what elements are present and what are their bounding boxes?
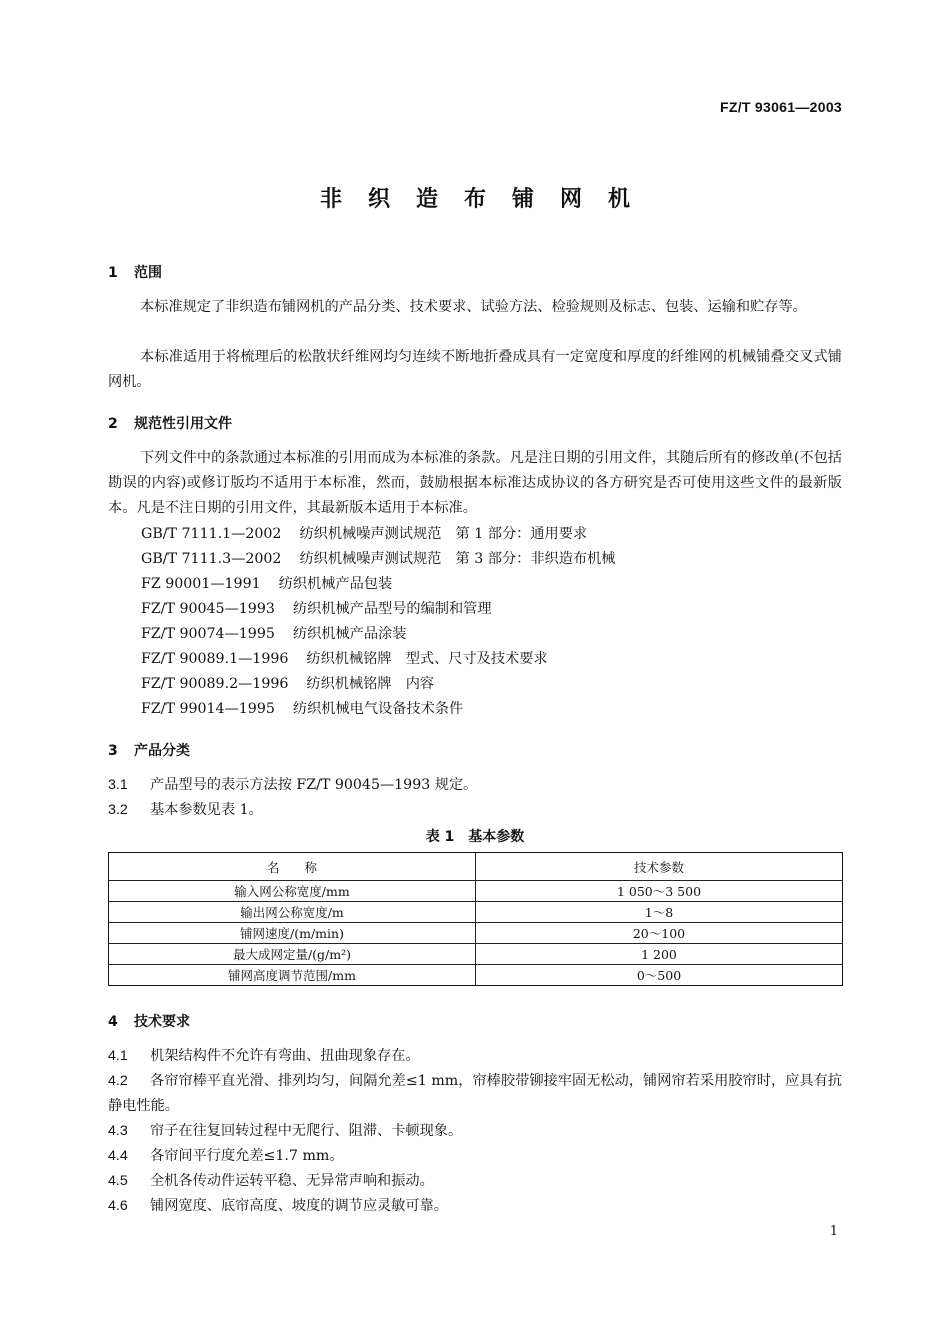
param-name: 铺网高度调节范围/mm	[109, 965, 476, 986]
section-1-paragraph-2: 本标准适用于将梳理后的松散状纤维网均匀连续不断地折叠成具有一定宽度和厚度的纤维网的机械铺叠交叉式铺网机。	[108, 349, 842, 390]
clause-4-2	[108, 1069, 842, 1119]
param-value: 1 050～3 500	[476, 881, 843, 902]
param-name: 铺网速度/(m/min)	[109, 923, 476, 944]
clause-4-3	[108, 1119, 462, 1144]
reference-item	[141, 522, 587, 547]
table-row	[109, 944, 843, 965]
reference-title: 纺织机械铭牌 内容	[306, 676, 435, 692]
basic-parameters-table	[108, 852, 843, 986]
clause-number: 4.1	[108, 1048, 128, 1064]
clause-text: 产品型号的表示方法按 FZ/T 90045—1993 规定。	[150, 777, 478, 793]
section-title: 范围	[134, 265, 162, 281]
reference-item	[141, 647, 548, 672]
column-header-name: 名 称	[109, 853, 476, 881]
clause-number: 3.2	[108, 802, 128, 818]
section-number: 1	[108, 265, 118, 281]
table-row	[109, 965, 843, 986]
reference-title: 纺织机械噪声测试规范 第 3 部分：非织造布机械	[299, 551, 616, 567]
section-2-heading	[108, 413, 232, 433]
table-row	[109, 923, 843, 944]
clause-number: 3.1	[108, 777, 128, 793]
param-value: 1 200	[476, 944, 843, 965]
clause-4-1	[108, 1044, 420, 1069]
param-value: 20～100	[476, 923, 843, 944]
reference-title: 纺织机械产品涂装	[292, 626, 407, 642]
table-header-row	[109, 853, 843, 881]
section-title: 产品分类	[134, 743, 190, 759]
reference-item	[141, 672, 434, 697]
param-name: 输出网公称宽度/m	[109, 902, 476, 923]
section-3-heading	[108, 740, 190, 760]
reference-title: 纺织机械铭牌 型式、尺寸及技术要求	[306, 651, 548, 667]
reference-item	[141, 597, 492, 622]
section-1-paragraph-1: 本标准规定了非织造布铺网机的产品分类、技术要求、试验方法、检验规则及标志、包装、运输和贮存等。	[140, 299, 807, 315]
param-value: 0～500	[476, 965, 843, 986]
section-1-heading	[108, 262, 162, 282]
reference-item	[141, 547, 615, 572]
table-row	[109, 881, 843, 902]
table-row	[109, 902, 843, 923]
reference-title: 纺织机械电气设备技术条件	[292, 701, 464, 717]
reference-code: GB/T 7111.3—2002	[141, 551, 282, 567]
table-caption: 表 1 基本参数	[425, 829, 525, 845]
clause-number: 4.2	[108, 1073, 128, 1089]
section-2-paragraph: 下列文件中的条款通过本标准的引用而成为本标准的条款。凡是注日期的引用文件，其随后所有的修改单(不包括勘误的内容)或修订版均不适用于本标准，然而，鼓励根据本标准达成协议的各方研究是否可使用这些文件的最新版本。凡是不注日期的引用文件，其最新版本适用于本标准。	[108, 450, 842, 516]
reference-code: FZ/T 90089.1—1996	[141, 651, 289, 667]
clause-text: 基本参数见表 1。	[150, 802, 263, 818]
param-name: 最大成网定量/(g/m²)	[109, 944, 476, 965]
clause-text: 帘子在往复回转过程中无爬行、阻滞、卡顿现象。	[150, 1123, 463, 1139]
clause-3-1	[108, 773, 477, 798]
section-title: 规范性引用文件	[134, 416, 232, 432]
clause-4-4	[108, 1144, 344, 1169]
reference-code: FZ/T 90045—1993	[141, 601, 275, 617]
standard-number: FZ/T 93061—2003	[719, 99, 842, 115]
reference-title: 纺织机械噪声测试规范 第 1 部分：通用要求	[299, 526, 588, 542]
section-number: 2	[108, 416, 118, 432]
clause-text: 全机各传动件运转平稳、无异常声响和振动。	[150, 1173, 434, 1189]
clause-text: 机架结构件不允许有弯曲、扭曲现象存在。	[150, 1048, 420, 1064]
param-value: 1～8	[476, 902, 843, 923]
page-number: 1	[829, 1224, 838, 1239]
reference-item	[141, 697, 463, 722]
section-title: 技术要求	[134, 1014, 190, 1030]
clause-text: 各帘帘棒平直光滑、排列均匀，间隔允差≤1 mm，帘棒胶带铆接牢固无松动，铺网帘若采用胶帘时，应具有抗静电性能。	[108, 1073, 842, 1114]
document-title: 非织造布铺网机	[319, 187, 656, 212]
clause-number: 4.5	[108, 1173, 128, 1189]
clause-number: 4.3	[108, 1123, 128, 1139]
clause-4-6	[108, 1194, 448, 1219]
clause-number: 4.4	[108, 1148, 128, 1164]
reference-code: FZ/T 99014—1995	[141, 701, 275, 717]
section-number: 3	[108, 743, 118, 759]
reference-title: 纺织机械产品型号的编制和管理	[292, 601, 492, 617]
section-4-heading	[108, 1011, 190, 1031]
column-header-value: 技术参数	[476, 853, 843, 881]
reference-title: 纺织机械产品包装	[278, 576, 393, 592]
reference-code: FZ 90001—1991	[141, 576, 261, 592]
param-name: 输入网公称宽度/mm	[109, 881, 476, 902]
reference-code: FZ/T 90089.2—1996	[141, 676, 289, 692]
reference-item	[141, 622, 406, 647]
section-number: 4	[108, 1014, 118, 1030]
clause-text: 铺网宽度、底帘高度、坡度的调节应灵敏可靠。	[150, 1198, 448, 1214]
clause-number: 4.6	[108, 1198, 128, 1214]
clause-text: 各帘间平行度允差≤1.7 mm。	[150, 1148, 344, 1164]
reference-item	[141, 572, 392, 597]
reference-code: GB/T 7111.1—2002	[141, 526, 282, 542]
clause-3-2	[108, 798, 263, 823]
clause-4-5	[108, 1169, 434, 1194]
reference-code: FZ/T 90074—1995	[141, 626, 275, 642]
